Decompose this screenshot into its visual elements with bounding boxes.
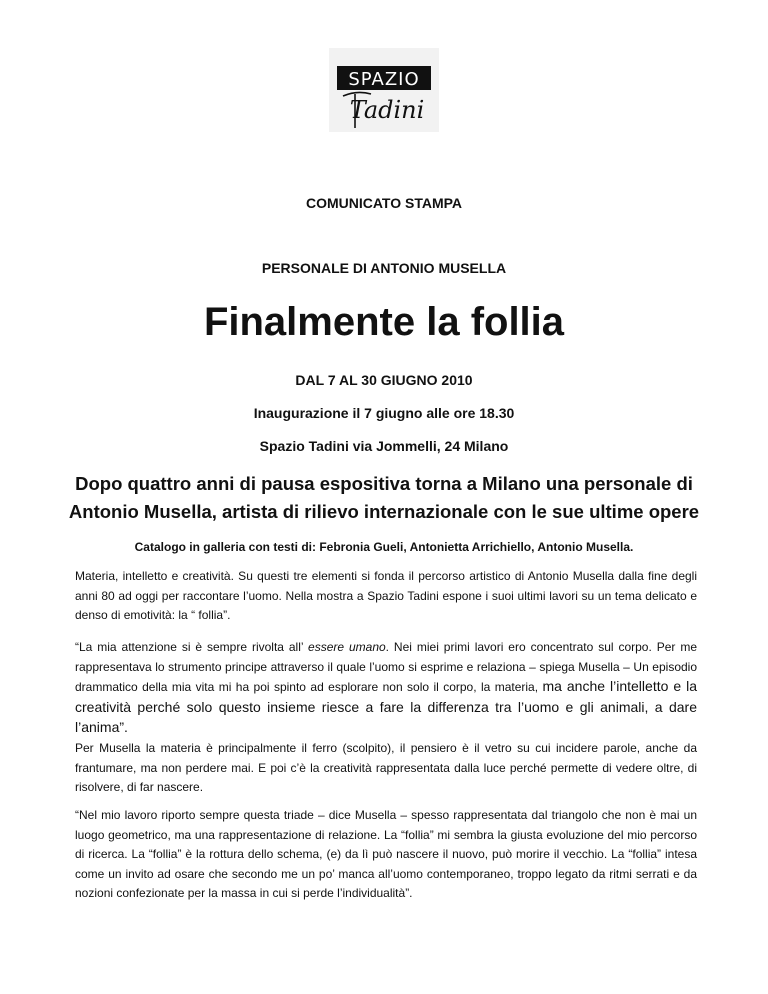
headline-line-1: Dopo quattro anni di pausa espositiva torna a Milano una personale di [75, 473, 693, 494]
exhibition-label: PERSONALE DI ANTONIO MUSELLA [261, 260, 507, 276]
paragraph-2-end: ma anche l’intelletto e la creatività perché solo questo insieme riesce a fare la differenza tra l’uomo e gli animali, a dare l’anima”. [75, 678, 697, 736]
press-release-label: COMUNICATO STAMPA [305, 195, 463, 211]
inauguration-info: Inaugurazione il 7 giugno alle ore 18.30 [253, 405, 515, 421]
paragraph-2-emphasis: essere umano [308, 640, 386, 654]
paragraph-2 [75, 638, 697, 739]
paragraph-2-middle: . Nei miei primi lavori ero concentrato sul corpo. Per me rappresentava lo strumento principe attraverso il quale l’uomo si esprime e relaziona – spiega Musella – Un episodio drammatico della mia vita mi ha poi spinto ad esplorare non solo il corpo, la materia, [75, 640, 697, 695]
logo-line2: Tadini [349, 96, 425, 124]
paragraph-3: Per Musella la materia è principalmente il ferro (scolpito), il pensiero è il vetro su cui incidere parole, anche da frantumare, ma non perdere mai. E poi c’è la creatività rappresentata dalla luce perché permette di vedere oltre, di risolvere, di far nascere. [75, 741, 697, 795]
paragraph-4: “Nel mio lavoro riporto sempre questa triade – dice Musella – spesso rappresentata dal triangolo che non è mai un luogo geometrico, ma una rappresentazione di relazione. La “follia” mi sembra la giusta evoluzione del mio percorso di ricerca. La “follia” è la rottura dello schema, (e) da lì può nascere il nuovo, può morire il vecchio. La “follia” intesa come un invito ad osare che secondo me un po’ manca all’uomo contemporaneo, troppo legato da ritmi serrati e da nozioni confezionate per la massa in cui si perde l’individualità”. [75, 808, 697, 901]
paragraph-1: Materia, intelletto e creatività. Su questi tre elementi si fonda il percorso artistico di Antonio Musella dalla fine degli anni 80 ad oggi per raccontare l’uomo. Nella mostra a Spazio Tadini espone i suoi ultimi lavori su un tema delicato e denso di emotività: la “ follia”. [75, 569, 697, 623]
catalog-note: Catalogo in galleria con testi di: Febronia Gueli, Antonietta Arrichiello, Antonio Musella. [134, 540, 634, 554]
exhibition-dates: DAL 7 AL 30 GIUGNO 2010 [295, 372, 473, 388]
headline [60, 470, 708, 526]
paragraph-2-start: “La mia attenzione si è sempre rivolta all’ [75, 640, 309, 654]
exhibition-title: Finalmente la follia [203, 300, 565, 344]
spazio-tadini-logo [329, 48, 439, 132]
logo-graphic [329, 48, 439, 132]
venue-info: Spazio Tadini via Jommelli, 24 Milano [259, 438, 509, 454]
logo-line1: SPAZIO [348, 69, 420, 90]
headline-line-2: Antonio Musella, artista di rilievo internazionale con le sue ultime opere [68, 501, 700, 522]
